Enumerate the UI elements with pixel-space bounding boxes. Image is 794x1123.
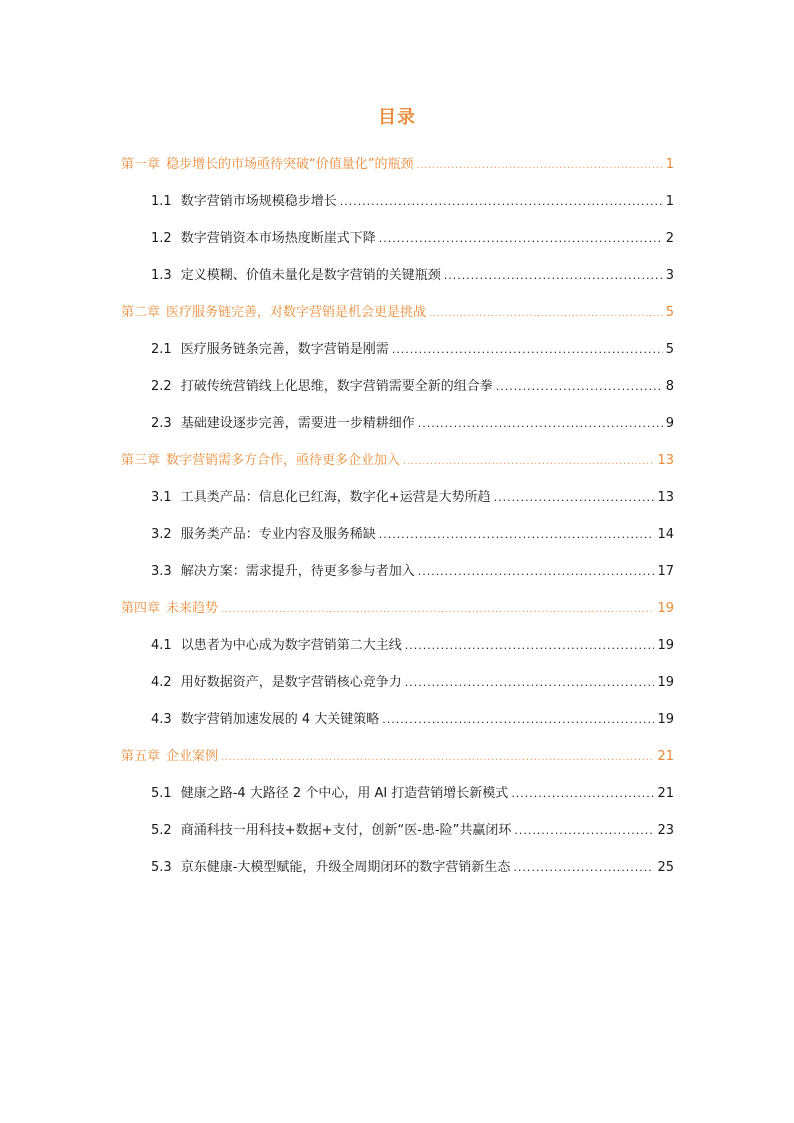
toc-entry-number: 2.2	[151, 379, 172, 394]
toc-section-entry[interactable]	[151, 821, 674, 841]
toc-page-number: 19	[657, 675, 674, 690]
toc-entry-number: 3.3	[151, 564, 172, 579]
toc-chapter-entry[interactable]	[121, 155, 674, 175]
toc-dot-leader	[444, 266, 663, 286]
toc-dot-leader	[494, 488, 655, 508]
toc-dot-leader	[511, 784, 654, 804]
toc-dot-leader	[405, 636, 655, 656]
toc-entry-number: 1.3	[151, 268, 172, 283]
toc-entry-number: 第五章	[121, 749, 161, 764]
toc-entry-number: 5.1	[151, 786, 172, 801]
toc-entry-title: 数字营销需多方合作，亟待更多企业加入	[166, 453, 401, 468]
toc-page-number: 25	[657, 860, 674, 875]
toc-dot-leader	[514, 821, 654, 841]
toc-dot-leader	[392, 340, 663, 360]
toc-chapter-entry[interactable]	[121, 303, 674, 323]
toc-page-number: 9	[665, 416, 674, 431]
toc-page-number: 21	[657, 786, 674, 801]
toc-entry-title: 打破传统营销线上化思维，数字营销需要全新的组合拳	[180, 379, 493, 394]
toc-entry-title: 医疗服务链完善，对数字营销是机会更是挑战	[166, 305, 427, 320]
toc-section-entry[interactable]	[151, 377, 674, 397]
toc-page-number: 1	[665, 194, 674, 209]
toc-section-entry[interactable]	[151, 673, 674, 693]
toc-entry-number: 第一章	[121, 157, 161, 172]
toc-entry-number: 3.1	[151, 490, 172, 505]
toc-dot-leader	[418, 562, 655, 582]
toc-entry-title: 定义模糊、价值未量化是数字营销的关键瓶颈	[180, 268, 441, 283]
toc-entry-title: 用好数据资产，是数字营销核心竞争力	[180, 675, 402, 690]
toc-section-entry[interactable]	[151, 784, 674, 804]
toc-page-number: 19	[657, 638, 674, 653]
toc-dot-leader	[496, 377, 663, 397]
toc-entry-number: 第四章	[121, 601, 161, 616]
toc-entry-title: 数字营销市场规模稳步增长	[180, 194, 337, 209]
toc-page-number: 3	[665, 268, 674, 283]
toc-section-entry[interactable]	[151, 858, 674, 878]
toc-dot-leader	[221, 748, 654, 768]
toc-entry-title: 未来趋势	[166, 601, 219, 616]
toc-entry-number: 2.1	[151, 342, 172, 357]
toc-entry-number: 第二章	[121, 305, 161, 320]
toc-page-number: 21	[657, 749, 674, 764]
toc-entry-number: 5.3	[151, 860, 172, 875]
toc-chapter-entry[interactable]	[121, 747, 674, 767]
toc-entry-title: 京东健康-大模型赋能，升级全周期闭环的数字营销新生态	[180, 860, 511, 875]
toc-entry-title: 医疗服务链条完善，数字营销是刚需	[180, 342, 389, 357]
toc-entry-number: 4.1	[151, 638, 172, 653]
toc-entry-number: 1.2	[151, 231, 172, 246]
toc-page-number: 17	[657, 564, 674, 579]
toc-page-number: 14	[657, 527, 674, 542]
toc-section-entry[interactable]	[151, 266, 674, 286]
toc-page-number: 19	[657, 712, 674, 727]
toc-entry-title: 企业案例	[166, 749, 219, 764]
toc-page-number: 23	[657, 823, 674, 838]
toc-section-entry[interactable]	[151, 229, 674, 249]
toc-dot-leader	[379, 229, 663, 249]
toc-dot-leader	[513, 858, 654, 878]
toc-entry-number: 第三章	[121, 453, 161, 468]
toc-entry-number: 4.3	[151, 712, 172, 727]
toc-entry-title: 服务类产品：专业内容及服务稀缺	[180, 527, 376, 542]
toc-dot-leader	[221, 600, 654, 620]
toc-section-entry[interactable]	[151, 710, 674, 730]
toc-entry-title: 基础建设逐步完善，需要进一步精耕细作	[180, 416, 415, 431]
toc-entry-number: 1.1	[151, 194, 172, 209]
toc-page-number: 19	[657, 601, 674, 616]
toc-section-entry[interactable]	[151, 562, 674, 582]
toc-page-number: 1	[665, 157, 674, 172]
toc-entry-number: 3.2	[151, 527, 172, 542]
toc-entry-number: 5.2	[151, 823, 172, 838]
page-title: 目录	[378, 107, 416, 128]
toc-page-number: 13	[657, 490, 674, 505]
toc-section-entry[interactable]	[151, 636, 674, 656]
toc-entry-title: 数字营销加速发展的 4 大关键策略	[180, 712, 380, 727]
toc-section-entry[interactable]	[151, 525, 674, 545]
toc-chapter-entry[interactable]	[121, 599, 674, 619]
toc-entry-title: 解决方案：需求提升，待更多参与者加入	[180, 564, 415, 579]
toc-page-number: 5	[665, 342, 674, 357]
toc-dot-leader	[382, 710, 654, 730]
toc-dot-leader	[340, 192, 663, 212]
toc-entry-title: 以患者为中心成为数字营销第二大主线	[180, 638, 402, 653]
toc-entry-number: 4.2	[151, 675, 172, 690]
toc-dot-leader	[417, 156, 663, 176]
toc-entry-title: 工具类产品：信息化已红海，数字化+运营是大势所趋	[180, 490, 491, 505]
toc-entry-title: 商涌科技一用科技+数据+支付，创新“医-患-险”共赢闭环	[180, 823, 512, 838]
toc-section-entry[interactable]	[151, 340, 674, 360]
toc-dot-leader	[403, 452, 654, 472]
toc-section-entry[interactable]	[151, 414, 674, 434]
toc-dot-leader	[418, 414, 663, 434]
toc-page-number: 8	[665, 379, 674, 394]
toc-dot-leader	[429, 304, 663, 324]
toc-section-entry[interactable]	[151, 192, 674, 212]
toc-section-entry[interactable]	[151, 488, 674, 508]
toc-entry-title: 稳步增长的市场亟待突破“价值量化”的瓶颈	[166, 157, 414, 172]
toc-page-number: 5	[665, 305, 674, 320]
toc-dot-leader	[379, 525, 655, 545]
toc-entry-title: 健康之路-4 大路径 2 个中心，用 AI 打造营销增长新模式	[180, 786, 509, 801]
toc-entry-title: 数字营销资本市场热度断崖式下降	[180, 231, 376, 246]
toc-page-number: 13	[657, 453, 674, 468]
toc-chapter-entry[interactable]	[121, 451, 674, 471]
toc-page-number: 2	[665, 231, 674, 246]
toc-entry-number: 2.3	[151, 416, 172, 431]
toc-dot-leader	[405, 673, 655, 693]
